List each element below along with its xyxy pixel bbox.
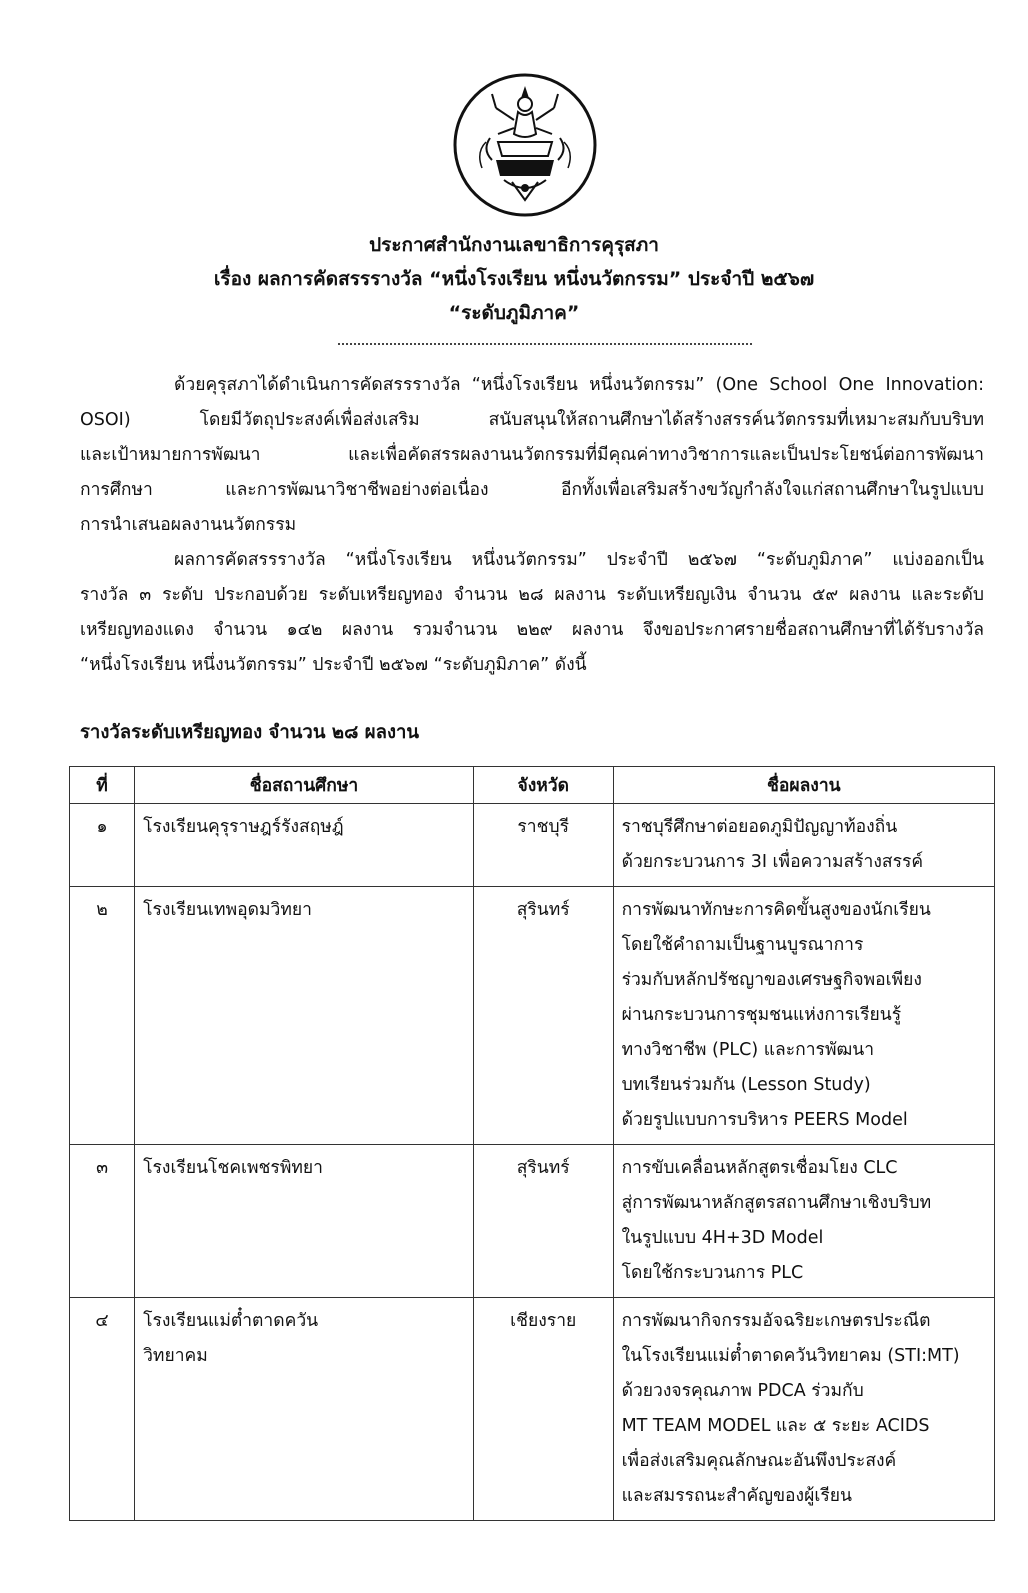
table-row <box>70 1298 995 1521</box>
cell-no: ๓ <box>70 1145 135 1298</box>
column-header-school: ชื่อสถานศึกษา <box>135 767 474 804</box>
column-header-no: ที่ <box>70 767 135 804</box>
cell-no: ๔ <box>70 1298 135 1521</box>
cell-province: สุรินทร์ <box>473 1145 613 1298</box>
cell-province: ราชบุรี <box>473 804 613 887</box>
cell-province: สุรินทร์ <box>473 887 613 1145</box>
paragraph-results <box>80 543 984 683</box>
table-row <box>70 887 995 1145</box>
paragraph-line: ผลการคัดสรรรางวัล “หนึ่งโรงเรียน หนึ่งนวัตกรรม” ประจำปี ๒๕๖๗ “ระดับภูมิภาค” แบ่งออกเป็น <box>174 550 984 570</box>
table-row <box>70 804 995 887</box>
table-header-row <box>70 767 995 804</box>
table-row <box>70 1145 995 1298</box>
cell-work: ราชบุรีศึกษาต่อยอดภูมิปัญญาท้องถิ่น ด้วยกระบวนการ 3I เพื่อความสร้างสรรค์ <box>613 804 994 887</box>
emblem-icon <box>452 72 598 218</box>
announcement-header <box>80 228 948 330</box>
header-divider <box>338 343 752 345</box>
paragraph-line: และเป้าหมายการพัฒนา และเพื่อคัดสรรผลงานนวัตกรรมที่มีคุณค่าทางวิชาการและเป็นประโยชน์ต่อการพัฒนา <box>80 445 984 465</box>
cell-no: ๒ <box>70 887 135 1145</box>
gold-award-table <box>69 766 995 1521</box>
cell-school: โรงเรียนแม่ต๋ำตาดควัน วิทยาคม <box>135 1298 474 1521</box>
cell-work: การขับเคลื่อนหลักสูตรเชื่อมโยง CLC สู่การพัฒนาหลักสูตรสถานศึกษาเชิงบริบท ในรูปแบบ 4H+3D Model โดยใช้กระบวนการ PLC <box>613 1145 994 1298</box>
kurusapha-emblem-logo <box>452 72 598 218</box>
column-header-province: จังหวัด <box>473 767 613 804</box>
cell-school: โรงเรียนเทพอุดมวิทยา <box>135 887 474 1145</box>
paragraph-line: รางวัล ๓ ระดับ ประกอบด้วย ระดับเหรียญทอง จำนวน ๒๘ ผลงาน ระดับเหรียญเงิน จำนวน ๕๙ ผลงาน และระดับ <box>80 585 984 605</box>
cell-province: เชียงราย <box>473 1298 613 1521</box>
paragraph-line: การนำเสนอผลงานนวัตกรรม <box>80 515 297 535</box>
header-issuer: ประกาศสำนักงานเลขาธิการคุรุสภา <box>369 234 659 256</box>
paragraph-line: OSOI) โดยมีวัตถุประสงค์เพื่อส่งเสริม สนับสนุนให้สถานศึกษาได้สร้างสรรค์นวัตกรรมที่เหมาะสมกับบริบท <box>80 410 984 430</box>
header-subject: เรื่อง ผลการคัดสรรรางวัล “หนึ่งโรงเรียน หนึ่งนวัตกรรม” ประจำปี ๒๕๖๗ <box>213 268 815 290</box>
cell-school: โรงเรียนโชคเพชรพิทยา <box>135 1145 474 1298</box>
header-level: “ระดับภูมิภาค” <box>448 302 580 324</box>
column-header-work: ชื่อผลงาน <box>613 767 994 804</box>
cell-work: การพัฒนาทักษะการคิดขั้นสูงของนักเรียน โดยใช้คำถามเป็นฐานบูรณาการ ร่วมกับหลักปรัชญาของเศรษฐกิจพอเพียง ผ่านกระบวนการชุมชนแห่งการเรียนรู้ ทางวิชาชีพ (PLC) และการพัฒนา บทเรียนร่วมกัน (Lesson Study) ด้วยรูปแบบการบริหาร PEERS Model <box>613 887 994 1145</box>
paragraph-intro <box>80 368 984 543</box>
cell-no: ๑ <box>70 804 135 887</box>
paragraph-line: ด้วยคุรุสภาได้ดำเนินการคัดสรรรางวัล “หนึ่งโรงเรียน หนึ่งนวัตกรรม” (One School One Innovation: <box>174 375 984 395</box>
paragraph-line: “หนึ่งโรงเรียน หนึ่งนวัตกรรม” ประจำปี ๒๕๖๗ “ระดับภูมิภาค” ดังนี้ <box>80 655 587 675</box>
paragraph-line: การศึกษา และการพัฒนาวิชาชีพอย่างต่อเนื่อง อีกทั้งเพื่อเสริมสร้างขวัญกำลังใจแก่สถานศึกษาในรูปแบบ <box>80 480 984 500</box>
gold-award-section-title: รางวัลระดับเหรียญทอง จำนวน ๒๘ ผลงาน <box>80 722 420 743</box>
cell-work: การพัฒนากิจกรรมอัจฉริยะเกษตรประณีต ในโรงเรียนแม่ต๋ำตาดควันวิทยาคม (STI:MT) ด้วยวงจรคุณภาพ PDCA ร่วมกับ MT TEAM MODEL และ ๕ ระยะ ACIDS เพื่อส่งเสริมคุณลักษณะอันพึงประสงค์ และสมรรถนะสำคัญของผู้เรียน <box>613 1298 994 1521</box>
cell-school: โรงเรียนคุรุราษฎร์รังสฤษฎ์ <box>135 804 474 887</box>
paragraph-line: เหรียญทองแดง จำนวน ๑๔๒ ผลงาน รวมจำนวน ๒๒๙ ผลงาน จึงขอประกาศรายชื่อสถานศึกษาที่ได้รับรางวัล <box>80 620 984 640</box>
